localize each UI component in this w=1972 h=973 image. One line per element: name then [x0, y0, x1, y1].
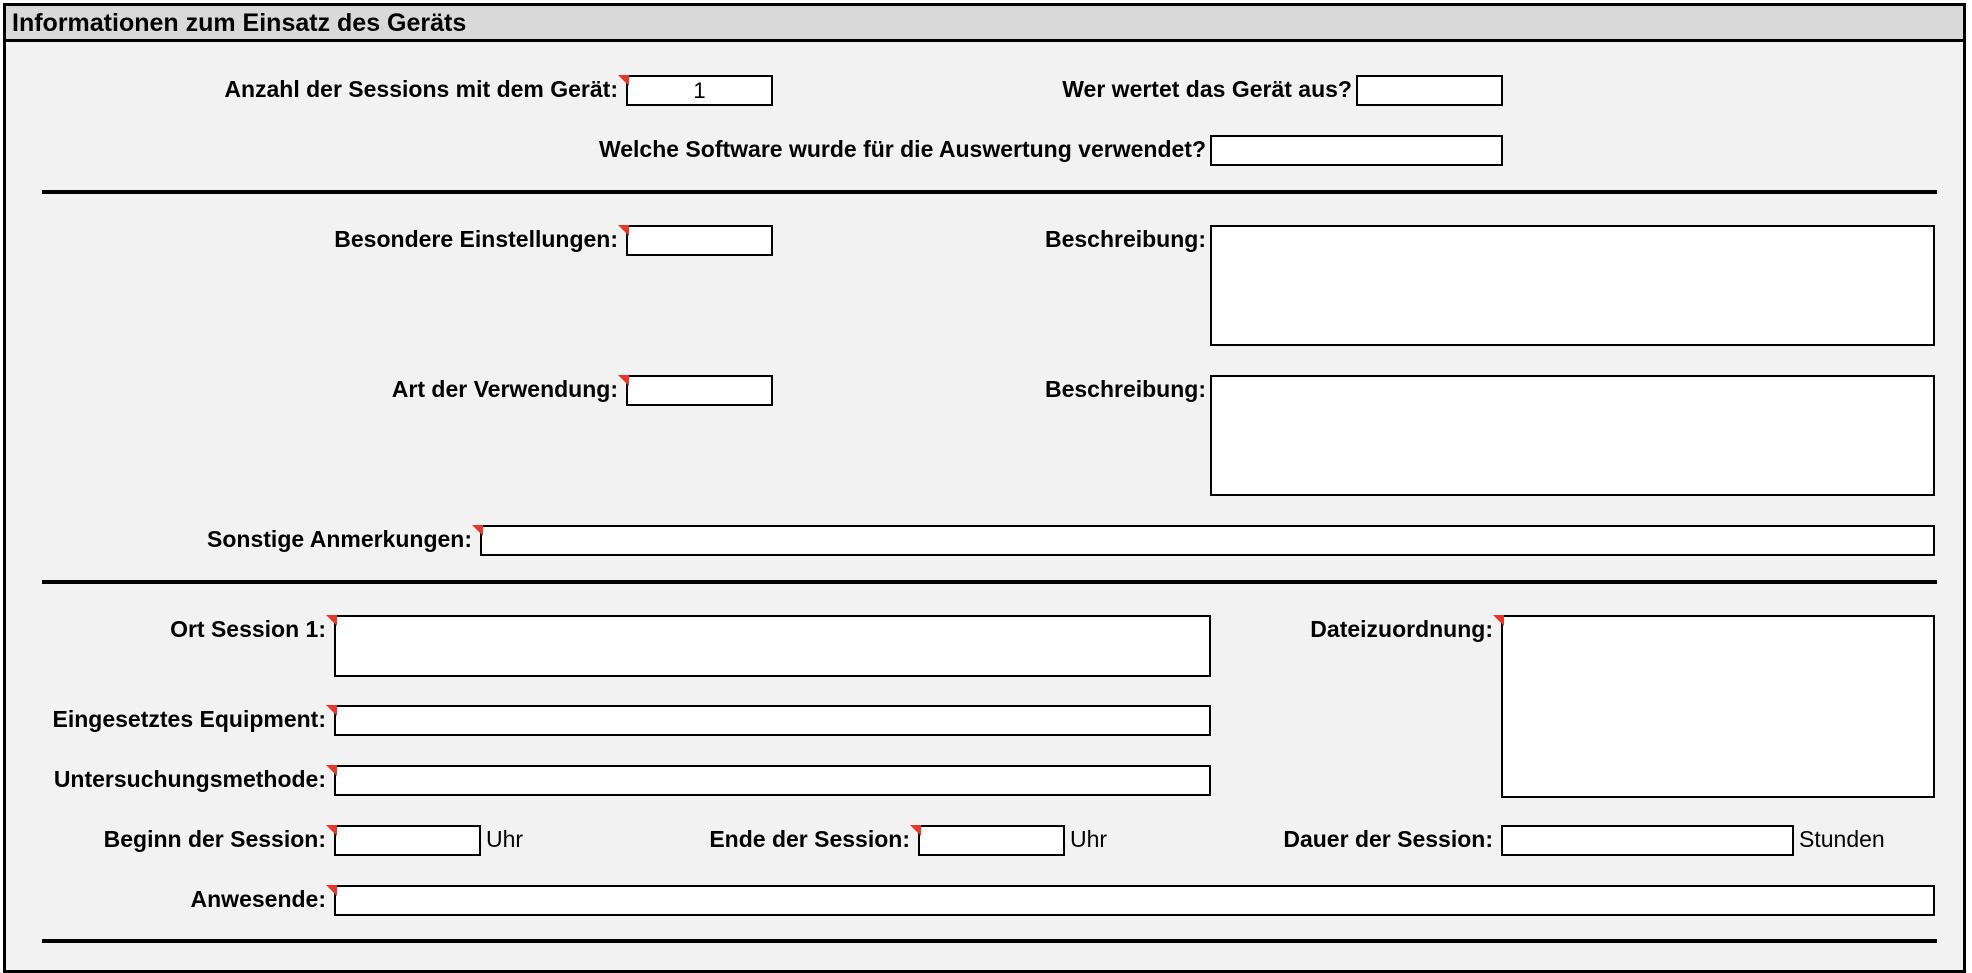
form-title: Informationen zum Einsatz des Geräts [6, 6, 1963, 42]
special-settings-label: Besondere Einstellungen: [334, 226, 618, 252]
comment-marker-icon [326, 885, 337, 896]
file-assignment-label: Dateizuordnung: [1310, 616, 1493, 642]
duration-unit: Stunden [1799, 826, 1885, 852]
usage-description-field[interactable] [1210, 375, 1935, 496]
method-label: Untersuchungsmethode: [53, 766, 326, 792]
section-divider [42, 939, 1937, 943]
end-unit: Uhr [1070, 826, 1108, 852]
device-usage-form [3, 3, 1966, 973]
file-assignment-field[interactable] [1501, 615, 1935, 798]
section-divider [42, 580, 1937, 584]
sessions-count-label: Anzahl der Sessions mit dem Gerät: [224, 76, 618, 102]
session-duration-label: Dauer der Session: [1283, 826, 1493, 852]
session-duration-field[interactable] [1501, 825, 1794, 856]
comment-marker-icon [1493, 615, 1504, 626]
location-label: Ort Session 1: [170, 616, 326, 642]
equipment-field[interactable] [334, 705, 1211, 736]
equipment-label: Eingesetztes Equipment: [52, 706, 326, 732]
evaluator-label: Wer wertet das Gerät aus? [1062, 76, 1352, 102]
comment-marker-icon [472, 525, 483, 536]
remarks-field[interactable] [480, 525, 1935, 556]
attendees-label: Anwesende: [190, 886, 326, 912]
comment-marker-icon [326, 765, 337, 776]
settings-description-label: Beschreibung: [1044, 226, 1206, 252]
usage-description-label: Beschreibung: [1044, 376, 1206, 402]
comment-marker-icon [326, 705, 337, 716]
settings-description-field[interactable] [1210, 225, 1935, 346]
start-unit: Uhr [486, 826, 524, 852]
usage-type-label: Art der Verwendung: [391, 376, 618, 402]
session-start-label: Beginn der Session: [103, 826, 326, 852]
method-field[interactable] [334, 765, 1211, 796]
remarks-label: Sonstige Anmerkungen: [207, 526, 472, 552]
section-divider [42, 190, 1937, 194]
evaluator-field[interactable] [1356, 75, 1503, 106]
session-end-label: Ende der Session: [709, 826, 910, 852]
software-field[interactable] [1210, 135, 1503, 166]
software-label: Welche Software wurde für die Auswertung verwendet? [598, 136, 1206, 162]
attendees-field[interactable] [334, 885, 1935, 916]
